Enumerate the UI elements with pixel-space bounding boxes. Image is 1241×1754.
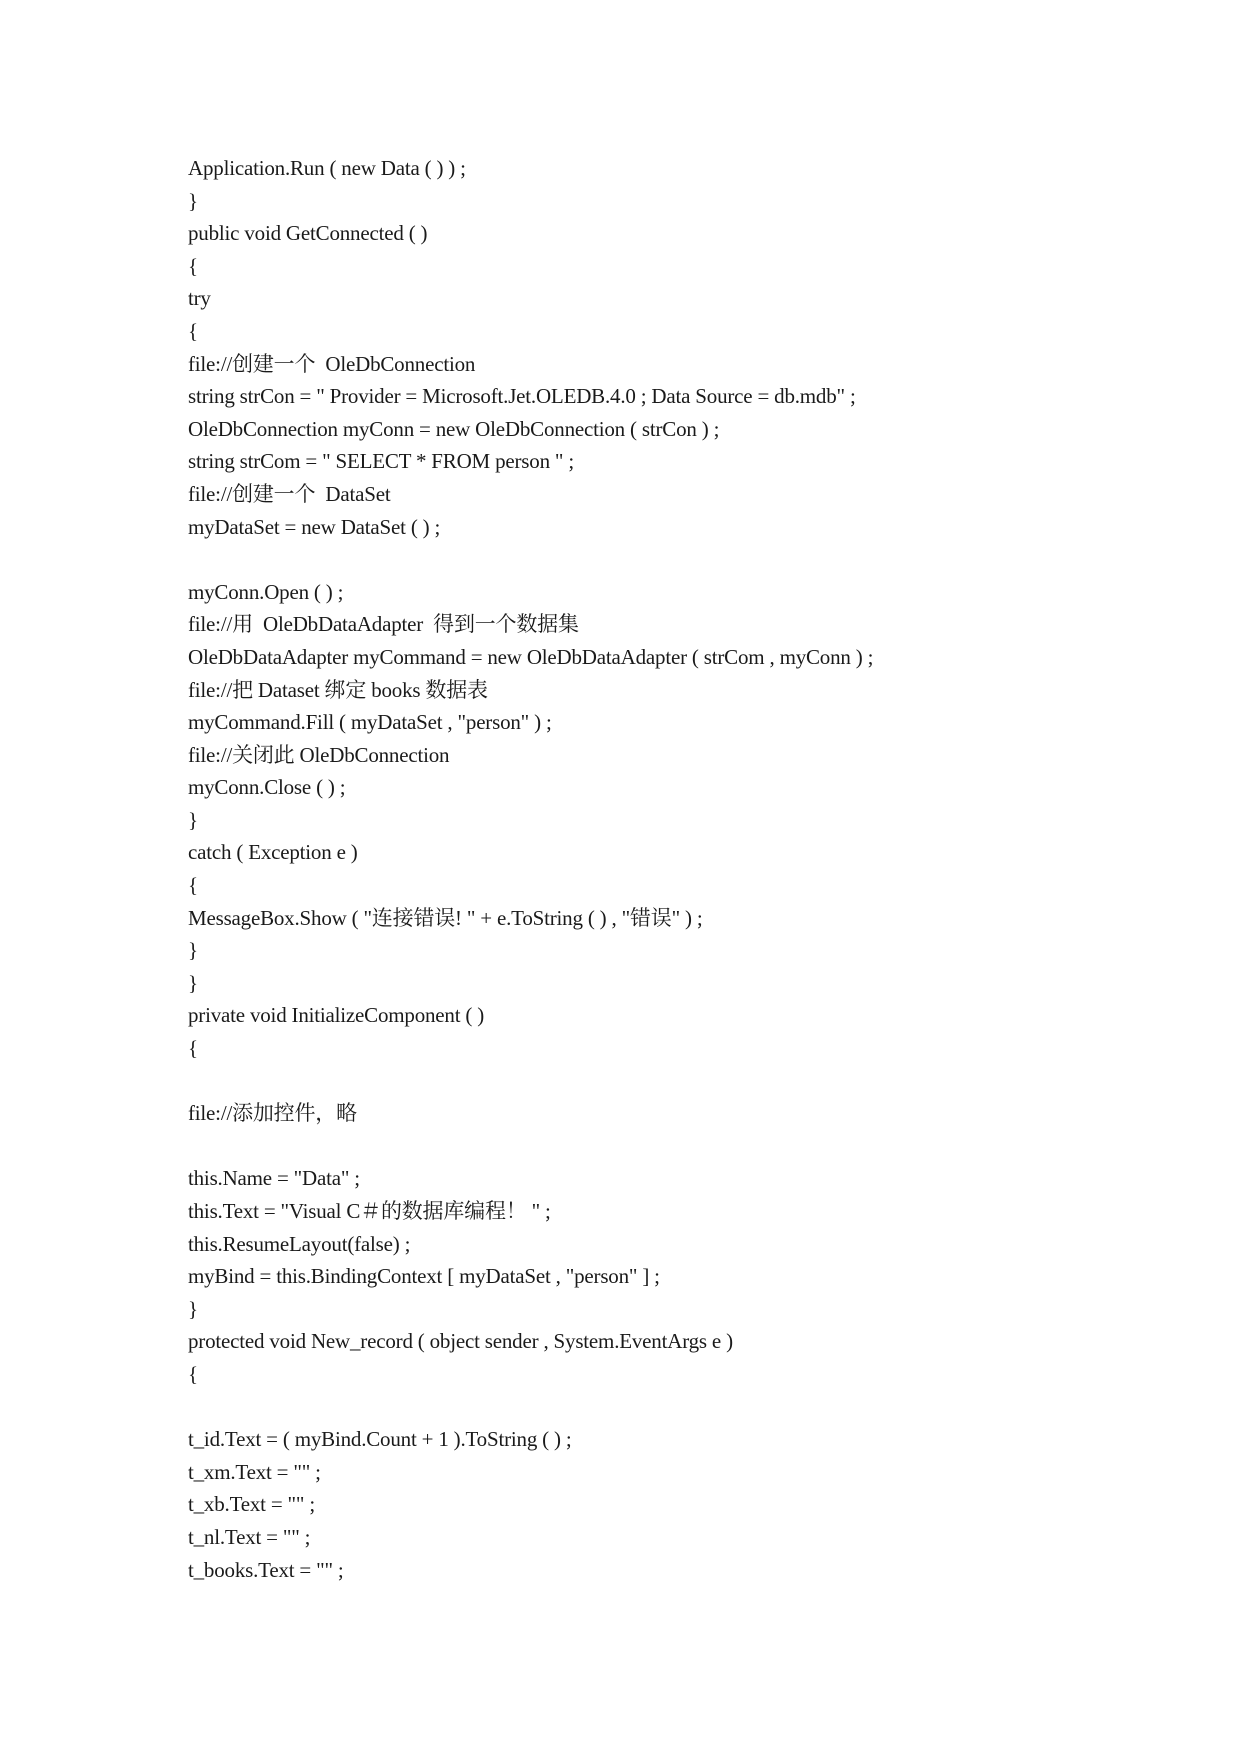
code-line: this.ResumeLayout(false) ; <box>188 1231 411 1256</box>
code-line: OleDbConnection myConn = new OleDbConnection ( strCon ) ; <box>188 416 720 441</box>
blank-line <box>188 1065 1188 1098</box>
code-line: file://用 OleDbDataAdapter 得到一个数据集 <box>188 612 579 637</box>
code-line: { <box>188 253 198 278</box>
code-line: } <box>188 938 198 963</box>
code-line: try <box>188 286 211 311</box>
code-line: catch ( Exception e ) <box>188 840 358 865</box>
code-line: file://关闭此 OleDbConnection <box>188 742 450 767</box>
code-line: protected void New_record ( object sender , System.EventArgs e ) <box>188 1329 733 1354</box>
code-line: string strCon = " Provider = Microsoft.Jet.OLEDB.4.0 ; Data Source = db.mdb" ; <box>188 384 856 409</box>
code-listing <box>188 152 1188 1586</box>
code-line: t_id.Text = ( myBind.Count + 1 ).ToString ( ) ; <box>188 1427 572 1452</box>
code-line: { <box>188 1361 198 1386</box>
code-line: OleDbDataAdapter myCommand = new OleDbDataAdapter ( strCom , myConn ) ; <box>188 644 874 669</box>
blank-line <box>188 1130 1188 1163</box>
blank-line <box>188 543 1188 576</box>
code-line: this.Name = "Data" ; <box>188 1166 360 1191</box>
code-line: t_xb.Text = "" ; <box>188 1492 315 1517</box>
code-line: t_books.Text = "" ; <box>188 1557 344 1582</box>
code-line: file://添加控件，略 <box>188 1101 357 1126</box>
code-line: file://创建一个 OleDbConnection <box>188 351 476 376</box>
code-line: Application.Run ( new Data ( ) ) ; <box>188 156 466 180</box>
code-line: private void InitializeComponent ( ) <box>188 1003 485 1028</box>
code-line: myDataSet = new DataSet ( ) ; <box>188 514 441 539</box>
code-line: this.Text = "Visual C＃的数据库编程！ " ; <box>188 1199 551 1223</box>
code-line: t_xm.Text = "" ; <box>188 1459 321 1484</box>
code-line: file://把 Dataset 绑定 books 数据表 <box>188 677 488 702</box>
code-line: { <box>188 318 198 343</box>
code-line: } <box>188 1296 198 1321</box>
code-line: } <box>188 188 198 213</box>
code-line: } <box>188 970 198 995</box>
code-line: { <box>188 873 198 898</box>
code-line: myConn.Close ( ) ; <box>188 775 346 800</box>
blank-line <box>188 1391 1188 1424</box>
code-line: myConn.Open ( ) ; <box>188 579 344 604</box>
code-line: file://创建一个 DataSet <box>188 481 391 506</box>
code-line: string strCom = " SELECT * FROM person " ; <box>188 449 574 474</box>
code-line: MessageBox.Show ( "连接错误! " + e.ToString ( ) , "错误" ) ; <box>188 905 703 930</box>
code-line: public void GetConnected ( ) <box>188 221 428 246</box>
code-line: myCommand.Fill ( myDataSet , "person" ) ; <box>188 710 552 735</box>
code-line: t_nl.Text = "" ; <box>188 1524 311 1549</box>
code-line: { <box>188 1036 198 1061</box>
code-line: myBind = this.BindingContext [ myDataSet , "person" ] ; <box>188 1264 660 1289</box>
code-line: } <box>188 807 198 832</box>
